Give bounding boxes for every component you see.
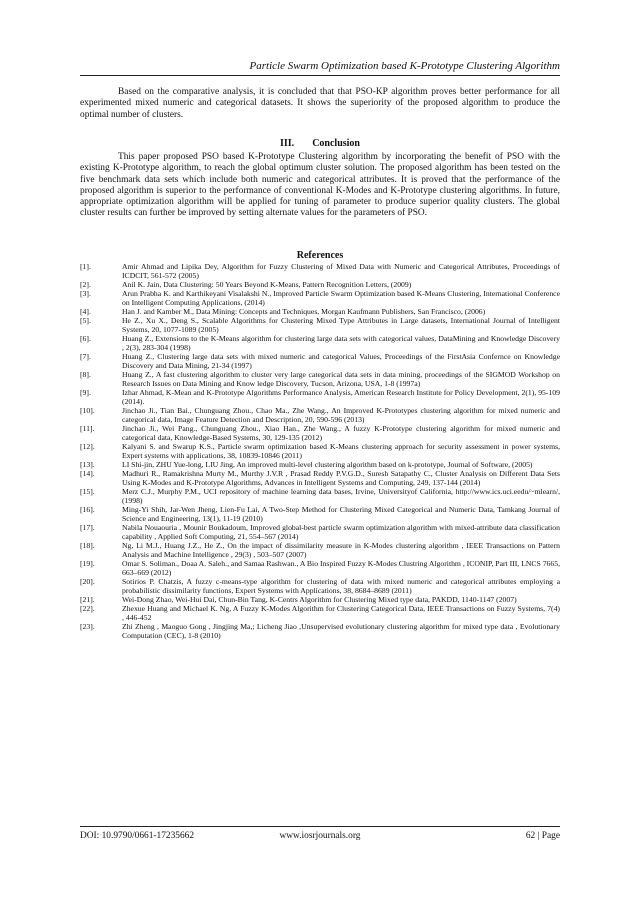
reference-number: [20]. [80, 577, 95, 586]
reference-text: Amir Ahmad and Lipika Dey, Algorithm for Fuzzy Clustering of Mixed Data with Numeric and Categorical Attributes, Proceedings of ICDCIT, 561-572 (2005) [122, 262, 560, 280]
reference-text: Huang Z., Clustering large data sets with mixed numeric and categorical Values, Proceedings of the FirstAsia Confernce on Knowledge Discovery and Data Mining, 21-34 (1997) [122, 352, 560, 370]
reference-number: [8]. [80, 370, 91, 379]
reference-item [80, 280, 560, 289]
reference-number: [23]. [80, 622, 95, 631]
reference-text: Omar S. Soliman., Doaa A. Saleh., and Samaa Rashwan., A Bio Inspired Fuzzy K-Modes Clustring Algorithm , ICONIP, Part III, LNCS 7665, 663–669 (2012) [122, 559, 560, 577]
conclusion-heading [80, 138, 560, 150]
reference-item [80, 622, 560, 640]
reference-number: [17]. [80, 523, 95, 532]
running-header: Particle Swarm Optimization based K-Prototype Clustering Algorithm [249, 60, 560, 72]
footer-rule [80, 826, 560, 827]
intro-paragraph: Based on the comparative analysis, it is concluded that that PSO-KP algorithm proves better performance for all experimented mixed numeric and categorical datasets. It shows the superiority of the proposed algorithm to produce the optimal number of clusters. [80, 87, 560, 120]
reference-text: Izhar Ahmad, K-Mean and K-Prototype Algorithms Performance Analysis, American Research Institute for Policy Development, 2(1), 95-109 (2014). [122, 388, 560, 406]
reference-item [80, 316, 560, 334]
reference-text: Sotirios P. Chatzis, A fuzzy c-means-type algorithm for clustering of data with mixed numeric and categorical attributes employing a probabilistic dissimilarity functions, Expert Systems with Applications, 38, 8684–8689 (2011) [122, 577, 560, 595]
conclusion-paragraph: This paper proposed PSO based K-Prototype Clustering algorithm by incorporating the benefit of PSO with the existing K-Prototype algorithm, to reach the global optimum cluster solution. The proposed algorithm has been tested on the five benchmark data sets which include both numeric and categorical attributes. It is proved that the performance of the proposed algorithm is superior to the performance of conventional K-Modes and K-Prototype clustering algorithms. In future, appropriate optimization algorithm will be applied for tuning of parameter to produce superior quality clusters. The global cluster results can further be improved by setting alternate values for the parameters of PSO. [80, 152, 560, 219]
reference-text: Zhexue Huang and Michael K. Ng, A Fuzzy K-Modes Algorithm for Clustering Categorical Data, IEEE Transactions on Fuzzy Systems, 7(4) , 446-452 [122, 604, 560, 622]
reference-item [80, 307, 560, 316]
reference-item [80, 523, 560, 541]
reference-number: [10]. [80, 406, 95, 415]
reference-text: Zhi Zheng , Maoguo Gong , Jingjing Ma,; Licheng Jiao ,Unsupervised evolutionary clustering algorithm for mixed type data , Evolutionary Computation (CEC), 1-8 (2010) [122, 622, 560, 640]
footer-doi: DOI: 10.9790/0661-17235662 [80, 831, 195, 841]
footer-url: www.iosrjournals.org [279, 831, 361, 841]
reference-item [80, 334, 560, 352]
reference-number: [21]. [80, 595, 95, 604]
reference-number: [6]. [80, 334, 91, 343]
reference-number: [18]. [80, 541, 95, 550]
reference-item [80, 406, 560, 424]
reference-text: Anil K. Jain, Data Clustering: 50 Years Beyond K-Means, Pattern Recognition Letters, (2009) [122, 280, 412, 289]
reference-text: Kalyani S. and Swarup K.S., Particle swarm optimization based K-Means clustering approach for security assessment in power systems, Expert systems with applications, 38, 10839-10846 (2011) [122, 442, 560, 460]
reference-number: [11]. [80, 424, 95, 433]
reference-item [80, 541, 560, 559]
reference-text: Nabila Nouaouria , Mounir Boukadoum, Improved global-best particle swarm optimization algorithm with mixed-attribute data classification capability , Applied Soft Computing, 21, 554–567 (2014) [122, 523, 560, 541]
reference-text: Huang Z., Extensions to the K-Means algorithm for clustering large data sets with categorical values, DataMining and Knowledge Discovery , 2(3), 283-304 (1998) [122, 334, 560, 352]
reference-item [80, 559, 560, 577]
reference-item [80, 577, 560, 595]
reference-item [80, 289, 560, 307]
reference-text: Arun Prabha K. and Karthikeyani Visalakshi N., Improved Particle Swarm Optimization based K-Means Clustering, International Conference on Intelligent Computing Applications, (2014) [122, 289, 560, 307]
section-number: III. [280, 138, 295, 149]
reference-item [80, 262, 560, 280]
reference-text: He Z., Xu X., Deng S., Scalable Algorithms for Clustering Mixed Type Attributes in Large datasets, International Journal of Intelligent Systems, 20, 1077-1089 (2005) [122, 316, 560, 334]
section-title: Conclusion [312, 138, 360, 149]
reference-number: [1]. [80, 262, 91, 271]
reference-item [80, 370, 560, 388]
reference-number: [4]. [80, 307, 91, 316]
reference-number: [12]. [80, 442, 95, 451]
reference-number: [15]. [80, 487, 95, 496]
reference-number: [2]. [80, 280, 91, 289]
reference-number: [13]. [80, 460, 95, 469]
reference-number: [7]. [80, 352, 91, 361]
reference-text: Merz C.J., Murphy P.M., UCI repository of machine learning data bases, Irvine, Universityof California, http://www.ics.uci.eedu/~mlearn/, (1998) [122, 487, 560, 505]
reference-item [80, 442, 560, 460]
reference-item [80, 460, 560, 469]
references-heading: References [296, 250, 344, 261]
reference-text: LI Shi-jin, ZHU Yue-long, LIU Jing, An improved multi-level clustering algorithm based on k-prototype, Journal of Software, (2005) [122, 460, 533, 469]
reference-text: Ng, Li M.J., Huang J.Z., He Z., On the impact of dissimilarity measure in K-Modes clustering algorithm , IEEE Transactions on Pattern Analysis and Machine Intelligence , 29(3) , 503–507 (2007) [122, 541, 560, 559]
reference-text: Huang Z., A fast clustering algorithm to cluster very large categorical data sets in data mining, proceedings of the SIGMOD Workshop on Research Issues on Data Mining and Know ledge Discovery, Tucson, Arizona, USA, 1-8 (1997a) [122, 370, 560, 388]
reference-text: Wei-Dong Zhao, Wei-Hui Dai, Chun-Bin Tang, K-Centrs Algorithm for Clustering Mixed type data, PAKDD, 1140-1147 (2007) [122, 595, 517, 604]
reference-item [80, 604, 560, 622]
reference-item [80, 469, 560, 487]
reference-item [80, 388, 560, 406]
reference-text: Ming-Yi Shih, Jar-Wen Jheng, Lien-Fu Lai, A Two-Step Method for Clustering Mixed Categorical and Numeric Data, Tamkang Journal of Science and Engineering, 13(1), 11-19 (2010) [122, 505, 560, 523]
reference-number: [14]. [80, 469, 95, 478]
reference-number: [5]. [80, 316, 91, 325]
reference-item [80, 487, 560, 505]
reference-text: Han J. and Kamber M., Data Mining: Concepts and Techniques, Morgan Kaufmann Publishers, San Francisco, (2006) [122, 307, 486, 316]
references-list [80, 262, 560, 640]
header-rule [80, 75, 560, 76]
reference-number: [16]. [80, 505, 95, 514]
reference-item [80, 352, 560, 370]
reference-number: [3]. [80, 289, 91, 298]
reference-number: [19]. [80, 559, 95, 568]
reference-number: [22]. [80, 604, 95, 613]
reference-number: [9]. [80, 388, 91, 397]
reference-text: Madhuri R., Ramakrishna Murty M., Murthy J.V.R , Prasad Reddy P.V.G.D., Suresh Satapathy C., Cluster Analysis on Different Data Sets Using K-Modes and K-Prototype Algorithms, Advances in Intelligent Systems and Computing, 249, 137-144 (2014) [122, 469, 560, 487]
reference-item [80, 505, 560, 523]
reference-item [80, 424, 560, 442]
reference-text: Jinchao Ji., Tian Bai., Chunguang Zhou., Chao Ma., Zhe Wang., An Improved K-Prototypes clustering algorithm for mixed numeric and categorical data, Image Feature Detection and Description, 20, 590-596 (2013) [122, 406, 560, 424]
footer-page-number: 62 | Page [525, 831, 560, 841]
reference-item [80, 595, 560, 604]
reference-text: Jinchao Ji., Wei Pang., Chunguang Zhou., Xiao Han., Zhe Wang., A fuzzy K-Prototype clustering algorithm for mixed numeric and categorical data, Knowledge-Based Systems, 30, 129-135 (2012) [122, 424, 560, 442]
